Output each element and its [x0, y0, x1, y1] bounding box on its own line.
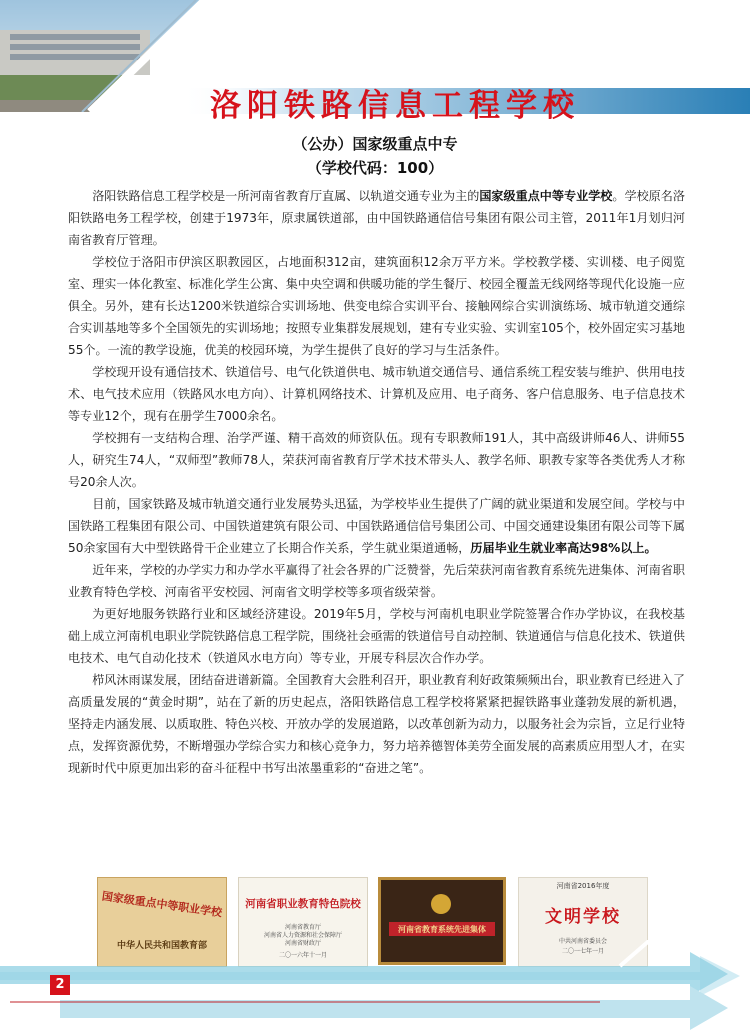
emblem-icon [431, 894, 451, 914]
paragraph-1: 洛阳铁路信息工程学校是一所河南省教育厅直属、以轨道交通专业为主的国家级重点中等专业学校。学校原名洛阳铁路电务工程学校，创建于1973年，原隶属铁道部，由中国铁路通信信号集团有限公司主管，2011年1月划归河南省教育厅管理。 [68, 189, 685, 247]
paragraph-6: 近年来，学校的办学实力和办学水平赢得了社会各界的广泛赞誉，先后荣获河南省教育系统先进集体、河南省职业教育特色学校、河南省平安校园、河南省文明学校等多项省级荣誉。 [68, 563, 685, 599]
school-code: （学校代码：100） [306, 159, 444, 177]
page-number: 2 [50, 975, 70, 995]
certificate-civilized-school: 河南省2016年度 文明学校 中共河南省委员会 二〇一七年一月 [518, 877, 648, 967]
paragraph-8: 栉风沐雨谋发展，团结奋进谱新篇。全国教育大会胜利召开，职业教育利好政策频频出台，职业教育已经进入了高质量发展的“黄金时期”，站在了新的历史起点，洛阳铁路信息工程学校将紧紧把握铁路事业蓬勃发展的新机遇，坚持走内涵发展、以质取胜、特色兴校、开放办学的发展道路，以改革创新为动力，以服务社会为宗旨，立足行业特点，发挥资源优势，不断增强办学综合实力和核心竞争力，努力培养德智体美劳全面发展的高素质应用型人才，在实现新时代中原更加出彩的奋斗征程中书写出浓墨重彩的“奋进之笔”。 [68, 673, 685, 775]
intro-body [68, 185, 685, 779]
paragraph-7: 为更好地服务铁路行业和区域经济建设。2019年5月，学校与河南机电职业学院签署合作办学协议，在我校基础上成立河南机电职业学院铁路信息工程学院，围绕社会亟需的铁道信号自动控制、铁道通信与信息化技术、铁道供电技术、电气自动化技术（铁道风水电方向）等专业，开展专科层次合作办学。 [68, 607, 685, 665]
certificate-advanced-collective: 河南省教育系统先进集体 [378, 877, 506, 965]
paragraph-2: 学校位于洛阳市伊滨区职教园区，占地面积312亩，建筑面积12余万平方米。学校教学楼、实训楼、电子阅览室、理实一体化教室、标准化学生公寓、集中央空调和供暖功能的学生餐厅、校园全覆盖无线网络等现代化设施一应俱全。另外，建有长达1200米铁道综合实训场地、供变电综合实训平台、接触网综合实训演练场、城市轨道交通综合实训基地等多个全国领先的实训场地；按照专业集群发展规划，建有专业实验、实训室105个，校外固定实习基地55个。一流的教学设施，优美的校园环境，为学生提供了良好的学习与生活条件。 [68, 255, 685, 357]
arrow-main [0, 952, 728, 996]
certificate-featured-school: 河南省职业教育特色院校 河南省教育厅 河南省人力资源和社会保障厅 河南省财政厅 二〇一六年十一月 [238, 877, 368, 967]
page-title: 洛阳铁路信息工程学校 [210, 88, 580, 124]
certificate-national-key: 国家级重点中等职业学校 中华人民共和国教育部 [97, 877, 227, 967]
paragraph-5: 目前，国家铁路及城市轨道交通行业发展势头迅猛，为学校毕业生提供了广阔的就业渠道和发展空间。学校与中国铁路工程集团有限公司、中国铁道建筑有限公司、中国铁路通信信号集团公司、中国交通建设集团有限公司等下属50余家国有大中型铁路骨干企业建立了长期合作关系，学生就业渠道通畅，历届毕业生就业率高达98%以上。 [68, 497, 685, 555]
decorative-arrows [0, 940, 750, 1036]
highlight-employment-rate: 历届毕业生就业率高达98%以上。 [470, 541, 657, 555]
paragraph-4: 学校拥有一支结构合理、治学严谨、精干高效的师资队伍。现有专职教师191人，其中高级讲师46人、讲师55人，研究生74人，“双师型”教师78人，荣获河南省教育厅学术技术带头人、教学名师、职教专家等各类优秀人才称号20余人次。 [68, 431, 685, 489]
paragraph-3: 学校现开设有通信技术、铁道信号、电气化铁道供电、城市轨道交通信号、通信系统工程安装与维护、供用电技术、电气技术应用（铁路风水电方向）、计算机网络技术、计算机及应用、电子商务、客户信息服务、电子信息技术等专业12个，现有在册学生7000余名。 [68, 365, 685, 423]
highlight-national-key: 国家级重点中等专业学校 [479, 189, 613, 203]
arrow-lower [60, 986, 728, 1030]
school-type: （公办）国家级重点中专 [292, 135, 458, 153]
